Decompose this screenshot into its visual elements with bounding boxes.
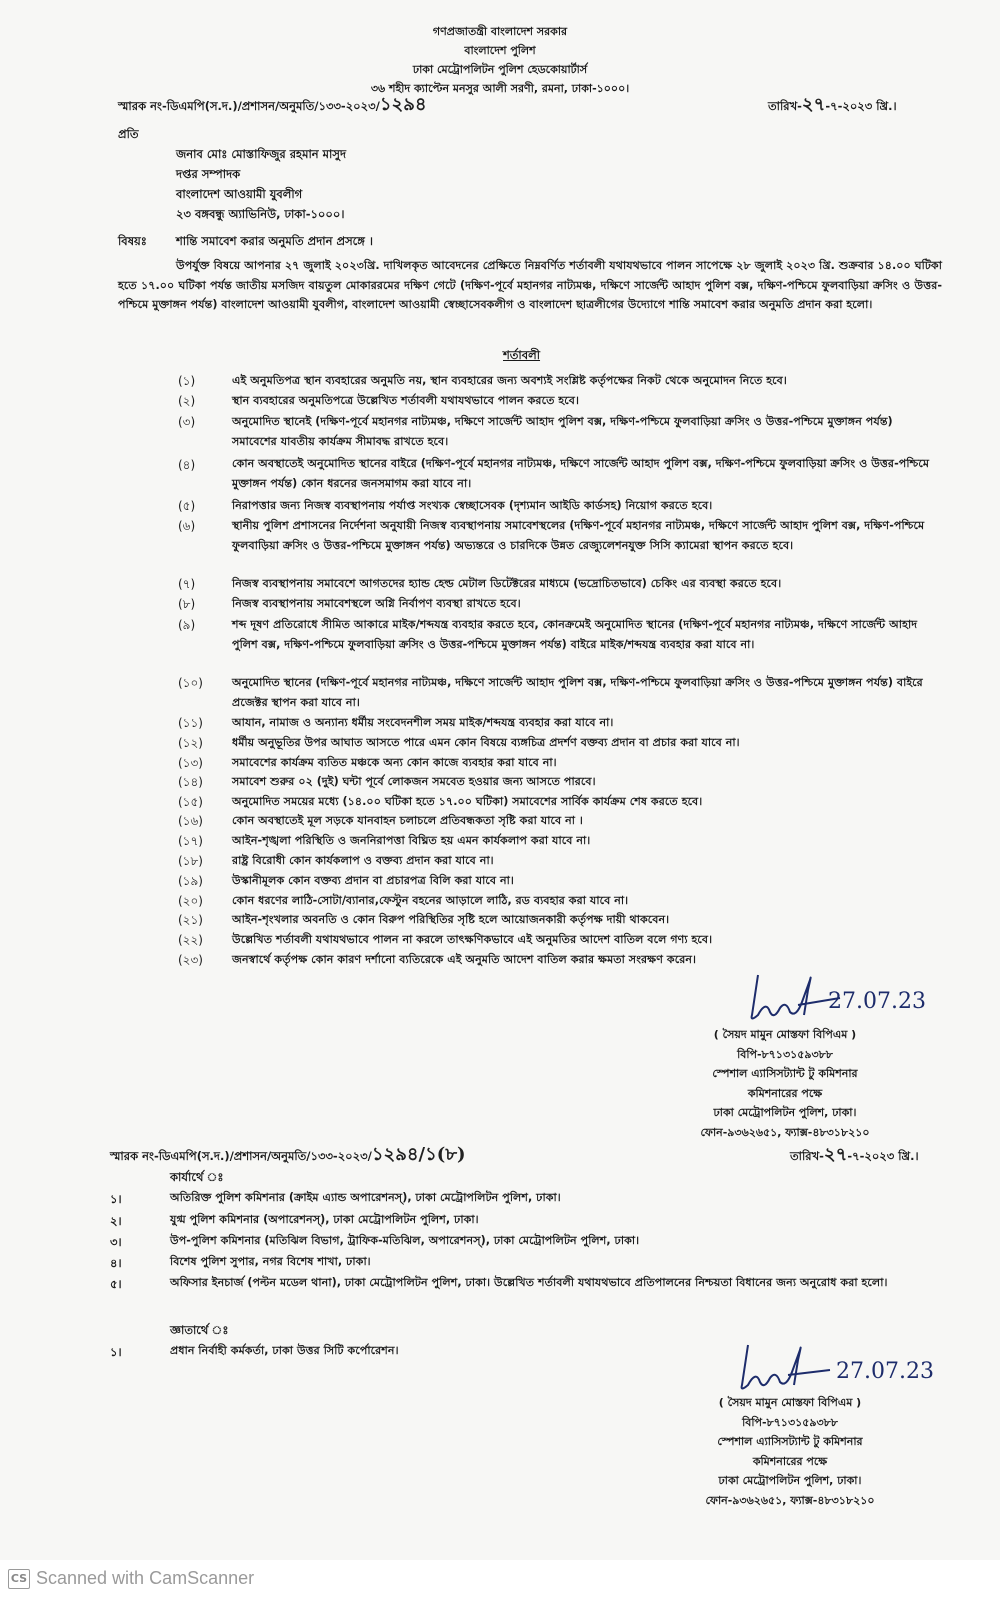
memo2-reference [110,1144,466,1165]
signature-block [660,1393,920,1510]
scanner-watermark [0,1560,1000,1600]
signatory-name: ( সৈয়দ মামুন মোস্তফা বিপিএম ) [713,1028,857,1041]
condition-text: নিজস্ব ব্যবস্থাপনায় সমাবেশস্থলে অগ্নি নির্বাপণ ব্যবস্থা রাখতে হবে। [232,597,521,610]
signatory-bp-number: বিপি-৮৭১৩১৫৯৩৮৮ [742,1415,838,1429]
condition-text: আইন-শৃংখলার অবনতি ও কোন বিরুপ পরিস্থিতির সৃষ্টি হলে আয়োজনকারী কর্তৃপক্ষ দায়ী থাকবেন। [232,913,670,926]
memo-date [768,94,897,115]
subject-text: শান্তি সমাবেশ করার অনুমতি প্রদান প্রসঙ্গে । [176,234,374,248]
body-paragraph: উপর্যুক্ত বিষয়ে আপনার ২৭ জুলাই ২০২৩খ্রি. দাখিলকৃত আবেদনের প্রেক্ষিতে নিম্নবর্ণিত শর্তাবলী যথাযথভাবে পালন সাপেক্ষে ২৮ জুলাই ২০২৩ খ্রি. শুক্রবার ১৪.০০ ঘটিকা হতে ১৭.০০ ঘটিকা পর্যন্ত জাতীয় মসজিদ বায়তুল মোকাররমের দক্ষিণ গেটে (দক্ষিণ-পূর্বে মহানগর নাট্যমঞ্চ, দক্ষিণে সার্জেন্ট আহাদ পুলিশ বক্স, দক্ষিণ-পশ্চিমে ফুলবাড়িয়া ক্রসিং ও উত্তর-পশ্চিমে মুক্তাঙ্গন পর্যন্ত) বাংলাদেশ আওয়ামী যুবলীগ, বাংলাদেশ আওয়ামী স্বেচ্ছাসেবকলীগ ও বাংলাদেশ ছাত্রলীগের উদ্যোগে শান্তি সমাবেশ করার অনুমতি প্রদান করা হলো। [118,259,942,311]
signatory-office: ঢাকা মেট্রোপলিটন পুলিশ, ঢাকা। [713,1106,857,1119]
condition-text: কোন অবস্থাতেই মূল সড়কে যানবাহন চলাচলে প্রতিবন্ধকতা সৃষ্টি করা যাবে না । [232,814,583,827]
condition-number: (১৭) [178,834,203,848]
copy-number: ১। [110,1192,122,1206]
signature-block [655,1025,915,1142]
condition-text: আযান, নামাজ ও অন্যান্য ধর্মীয় সংবেদনশীল সময় মাইক/শব্দযন্ত্র ব্যবহার করা যাবে না। [232,716,614,729]
date-rest: -৭-২০২৩ খ্রি.। [847,1149,919,1163]
condition-text: অনুমোদিত স্থানের (দক্ষিণ-পূর্বে মহানগর নাট্যমঞ্চ, দক্ষিণে সার্জেন্ট আহাদ পুলিশ বক্স, দক্ষিণ-পশ্চিমে ফুলবাড়িয়া ক্রসিং ও উত্তর-পশ্চিমে মুক্তাঙ্গন পর্যন্ত) বাইরে প্রজেক্টর স্থাপন করা যাবে না। [232,676,923,709]
condition-number: (৮) [178,597,196,611]
condition-number: (১৪) [178,775,203,789]
condition-text: উল্লেখিত শর্তাবলী যথাযথভাবে পালন না করলে তাৎক্ষণিকভাবে এই অনুমতির আদেশ বাতিল বলে গণ্য হবে। [232,933,713,946]
copy-recipient: উপ-পুলিশ কমিশনার (মতিঝিল বিভাগ, ট্রাফিক-মতিঝিল, অপারেশনস্), ঢাকা মেট্রোপলিটন পুলিশ, ঢাকা। [170,1234,640,1247]
signatory-contact: ফোন-৯৩৬২৬৫১, ফ্যাক্স-৪৮৩১৮২১০ [700,1125,870,1139]
subject-label: বিষয়ঃ [118,234,147,248]
recipient-name: জনাব মোঃ মোস্তাফিজুর রহমান মাসুদ [176,147,347,161]
condition-number: (১৩) [178,756,203,770]
condition-text: সমাবেশের কার্যক্রম ব্যতিত মঞ্চকে অন্য কোন কাজে ব্যবহার করা যাবে না। [232,756,557,769]
condition-text: অনুমোদিত স্থানেই (দক্ষিণ-পূর্বে মহানগর নাট্যমঞ্চ, দক্ষিণে সার্জেন্ট আহাদ পুলিশ বক্স, দক্ষিণ-পশ্চিমে ফুলবাড়িয়া ক্রসিং ও উত্তর-পশ্চিমে মুক্তাঙ্গন পর্যন্ত) সমাবেশের যাবতীয় কার্যক্রম সীমাবদ্ধ রাখতে হবে। [232,415,893,448]
to-label: প্রতি [118,127,139,141]
condition-number: (২২) [178,933,203,947]
condition-number: (১) [178,374,196,388]
condition-text: সমাবেশ শুরুর ০২ (দুই) ঘন্টা পূর্বে লোকজন সমবেত হওয়ার জন্য আসতে পারবে। [232,775,596,788]
date-rest: -৭-২০২৩ খ্রি.। [825,99,897,113]
copy-number: ৩। [110,1235,122,1249]
condition-text: আইন-শৃঙ্খলা পরিস্থিতি ও জননিরাপত্তা বিঘ্নিত হয় এমন কার্যকলাপ করা যাবে না। [232,834,591,847]
signatory-contact: ফোন-৯৩৬২৬৫১, ফ্যাক্স-৪৮৩১৮২১০ [705,1493,875,1507]
camscanner-text: Scanned with CamScanner [36,1568,255,1588]
signatory-title: স্পেশাল এ্যাসিসট্যান্ট টু কমিশনার [712,1067,858,1080]
letterhead-dmp-hq: ঢাকা মেট্রোপলিটন পুলিশ হেডকোয়ার্টার্স [412,63,588,76]
condition-text: ধর্মীয় অনুভূতির উপর আঘাত আসতে পারে এমন কোন বিষয়ে ব্যঙ্গচিত্র প্রদর্শণ বক্তব্য প্রদান বা প্রচার করা যাবে না। [232,736,740,749]
memo2-date [790,1144,919,1165]
condition-text: স্থানীয় পুলিশ প্রশাসনের নির্দেশনা অনুযায়ী নিজস্ব ব্যবস্থাপনায় সমাবেশস্থলের (দক্ষিণ-পূর্বে মহানগর নাট্যমঞ্চ, দক্ষিণে সার্জেন্ট আহাদ পুলিশ বক্স, দক্ষিণ-পশ্চিমে ফুলবাড়িয়া ক্রসিং ও উত্তর-পশ্চিমে মুক্তাঙ্গন পর্যন্ত) অভ্যন্তরে ও চারদিকে উন্নত রেজ্যুলেশনযুক্ত সিসি ক্যামেরা স্থাপন করতে হবে। [232,519,925,552]
conditions-title: শর্তাবলী [503,348,541,362]
condition-number: (৫) [178,499,196,513]
memo2-ref-printed: স্মারক নং-ডিএমপি(স.দ.)/প্রশাসন/অনুমতি/১৩৩-২০২৩/ [110,1149,372,1163]
letterhead-government: গণপ্রজাতন্ত্রী বাংলাদেশ সরকার [432,25,568,38]
info-copies-label: জ্ঞাতার্থে ঃ [170,1323,229,1337]
condition-number: (১২) [178,736,203,750]
date-label: তারিখ- [790,1149,824,1163]
recipient-designation: দপ্তর সম্পাদক [176,167,241,181]
signatory-title: স্পেশাল এ্যাসিসট্যান্ট টু কমিশনার [717,1435,863,1448]
condition-text: স্থান ব্যবহারের অনুমতিপত্রে উল্লেখিত শর্তাবলী যথাযথভাবে পালন করতে হবে। [232,394,579,407]
copy-number: ৫। [110,1277,122,1291]
date-label: তারিখ- [768,99,802,113]
date-handwritten: ২৭ [801,94,826,115]
condition-text: অনুমোদিত সময়ের মধ্যে (১৪.০০ ঘটিকা হতে ১৭.০০ ঘটিকা) সমাবেশের সার্বিক কার্যক্রম শেষ করতে হবে। [232,795,703,808]
letterhead [0,22,1000,98]
condition-number: (১১) [178,716,203,730]
copy-recipient: অফিসার ইনচার্জ (পল্টন মডেল থানা), ঢাকা মেট্রোপলিটন পুলিশ, ঢাকা। উল্লেখিত শর্তাবলী যথাযথভাবে প্রতিপালনের নিশ্চয়তা বিধানের জন্য অনুরোধ করা হলো। [170,1276,888,1289]
condition-text: উস্কানীমূলক কোন বক্তব্য প্রদান বা প্রচারপত্র বিলি করা যাবে না। [232,874,514,887]
signatory-bp-number: বিপি-৮৭১৩১৫৯৩৮৮ [737,1047,833,1061]
condition-number: (২০) [178,894,203,908]
condition-text: জনস্বার্থে কর্তৃপক্ষ কোন কারণ দর্শানো ব্যতিরেকে এই অনুমতি আদেশ বাতিল করার ক্ষমতা সংরক্ষণ করেন। [232,953,697,966]
copy-number: ৪। [110,1256,122,1270]
copy-recipient: প্রধান নির্বাহী কর্মকর্তা, ঢাকা উত্তর সিটি কর্পোরেশন। [170,1344,399,1357]
condition-number: (২১) [178,913,203,927]
condition-text: এই অনুমতিপত্র স্থান ব্যবহারের অনুমতি নয়, স্থান ব্যবহারের জন্য অবশ্যই সংশ্লিষ্ট কর্তৃপক্ষের নিকট থেকে অনুমোদন নিতে হবে। [232,374,787,387]
signature-mark [730,1330,850,1400]
condition-text: কোন অবস্থাতেই অনুমোদিত স্থানের বাইরে (দক্ষিণ-পূর্বে মহানগর নাট্যমঞ্চ, দক্ষিণে সার্জেন্ট আহাদ পুলিশ বক্স, দক্ষিণ-পশ্চিমে ফুলবাড়িয়া ক্রসিং ও উত্তর-পশ্চিমে মুক্তাঙ্গন পর্যন্ত) কোন ধরনের জনসমাগম করা যাবে না। [232,457,930,490]
condition-number: (৭) [178,577,196,591]
condition-text: নিরাপত্তার জন্য নিজস্ব ব্যবস্থাপনায় পর্যাপ্ত সংখ্যক স্বেচ্ছাসেবক (দৃশ্যমান আইডি কার্ডসহ) নিয়োগ করতে হবে। [232,499,713,512]
memo2-ref-handwritten: ১২৯৪/১(৮) [371,1144,466,1165]
signature-date: 27.07.23 [836,1359,934,1384]
copy-number: ২। [110,1214,122,1228]
condition-number: (৪) [178,458,196,472]
condition-text: রাষ্ট্র বিরোধী কোন কার্যকলাপ ও বক্তব্য প্রদান করা যাবে না। [232,854,494,867]
condition-number: (২৩) [178,953,203,967]
condition-number: (১৫) [178,795,203,809]
condition-text: কোন ধরণের লাঠি-সোটা/ব্যানার,ফেস্টুন বহনের আড়ালে লাঠি, রড ব্যবহার করা যাবে না। [232,894,629,907]
signatory-on-behalf: কমিশনারের পক্ষে [752,1454,828,1468]
condition-number: (৯) [178,618,196,632]
memo-ref-printed: স্মারক নং-ডিএমপি(স.দ.)/প্রশাসন/অনুমতি/১৩৩-২০২৩/ [118,99,380,113]
condition-number: (২) [178,394,196,408]
date-handwritten: ২৭ [823,1144,848,1165]
signatory-office: ঢাকা মেট্রোপলিটন পুলিশ, ঢাকা। [718,1474,862,1487]
condition-text: নিজস্ব ব্যবস্থাপনায় সমাবেশে আগতদের হ্যান্ড হেল্ড মেটাল ডিটেক্টরের মাধ্যমে (ভদ্রোচিতভাবে) চেকিং এর ব্যবস্থা করতে হবে। [232,577,782,590]
condition-number: (১৬) [178,814,203,828]
condition-number: (৩) [178,415,196,429]
signatory-name: ( সৈয়দ মামুন মোস্তফা বিপিএম ) [718,1396,862,1409]
memo-reference [118,94,427,115]
signatory-on-behalf: কমিশনারের পক্ষে [747,1086,823,1100]
recipient-organization: বাংলাদেশ আওয়ামী যুবলীগ [176,187,303,201]
copy-number: ১। [110,1345,122,1359]
condition-text: শব্দ দূষণ প্রতিরোধে সীমিত আকারে মাইক/শব্দযন্ত্র ব্যবহার করতে হবে, কোনক্রমেই অনুমোদিত স্থানের (দক্ষিণ-পূর্বে মহানগর নাট্যমঞ্চ, দক্ষিণে সার্জেন্ট আহাদ পুলিশ বক্স, দক্ষিণ-পশ্চিমে ফুলবাড়িয়া ক্রসিং ও উত্তর-পশ্চিমে মুক্তাঙ্গন পর্যন্ত) বাইরে মাইক/শব্দযন্ত্র ব্যবহার করা যাবে না। [232,618,918,651]
condition-number: (৬) [178,519,196,533]
condition-number: (১০) [178,676,203,690]
condition-number: (১৮) [178,854,203,868]
letterhead-address: ৩৬ শহীদ ক্যাপ্টেন মনসুর আলী সরণী, রমনা, ঢাকা-১০০০। [370,82,630,95]
memo-ref-handwritten: ১২৯৪ [379,94,427,115]
copy-recipient: যুগ্ম পুলিশ কমিশনার (অপারেশনস্), ঢাকা মেট্রোপলিটন পুলিশ, ঢাকা। [170,1213,479,1226]
signature-date: 27.07.23 [828,989,926,1014]
recipient-address: ২৩ বঙ্গবন্ধু অ্যাভিনিউ, ঢাকা-১০০০। [176,207,345,221]
letterhead-police: বাংলাদেশ পুলিশ [464,44,536,57]
copy-recipient: বিশেষ পুলিশ সুপার, নগর বিশেষ শাখা, ঢাকা। [170,1255,371,1268]
action-copies-label: কার্যার্থে ঃ [170,1170,224,1184]
condition-number: (১৯) [178,874,203,888]
camscanner-logo-icon: CS [8,1569,30,1589]
copy-recipient: অতিরিক্ত পুলিশ কমিশনার (ক্রাইম এ্যান্ড অপারেশনস্), ঢাকা মেট্রোপলিটন পুলিশ, ঢাকা। [170,1191,561,1204]
